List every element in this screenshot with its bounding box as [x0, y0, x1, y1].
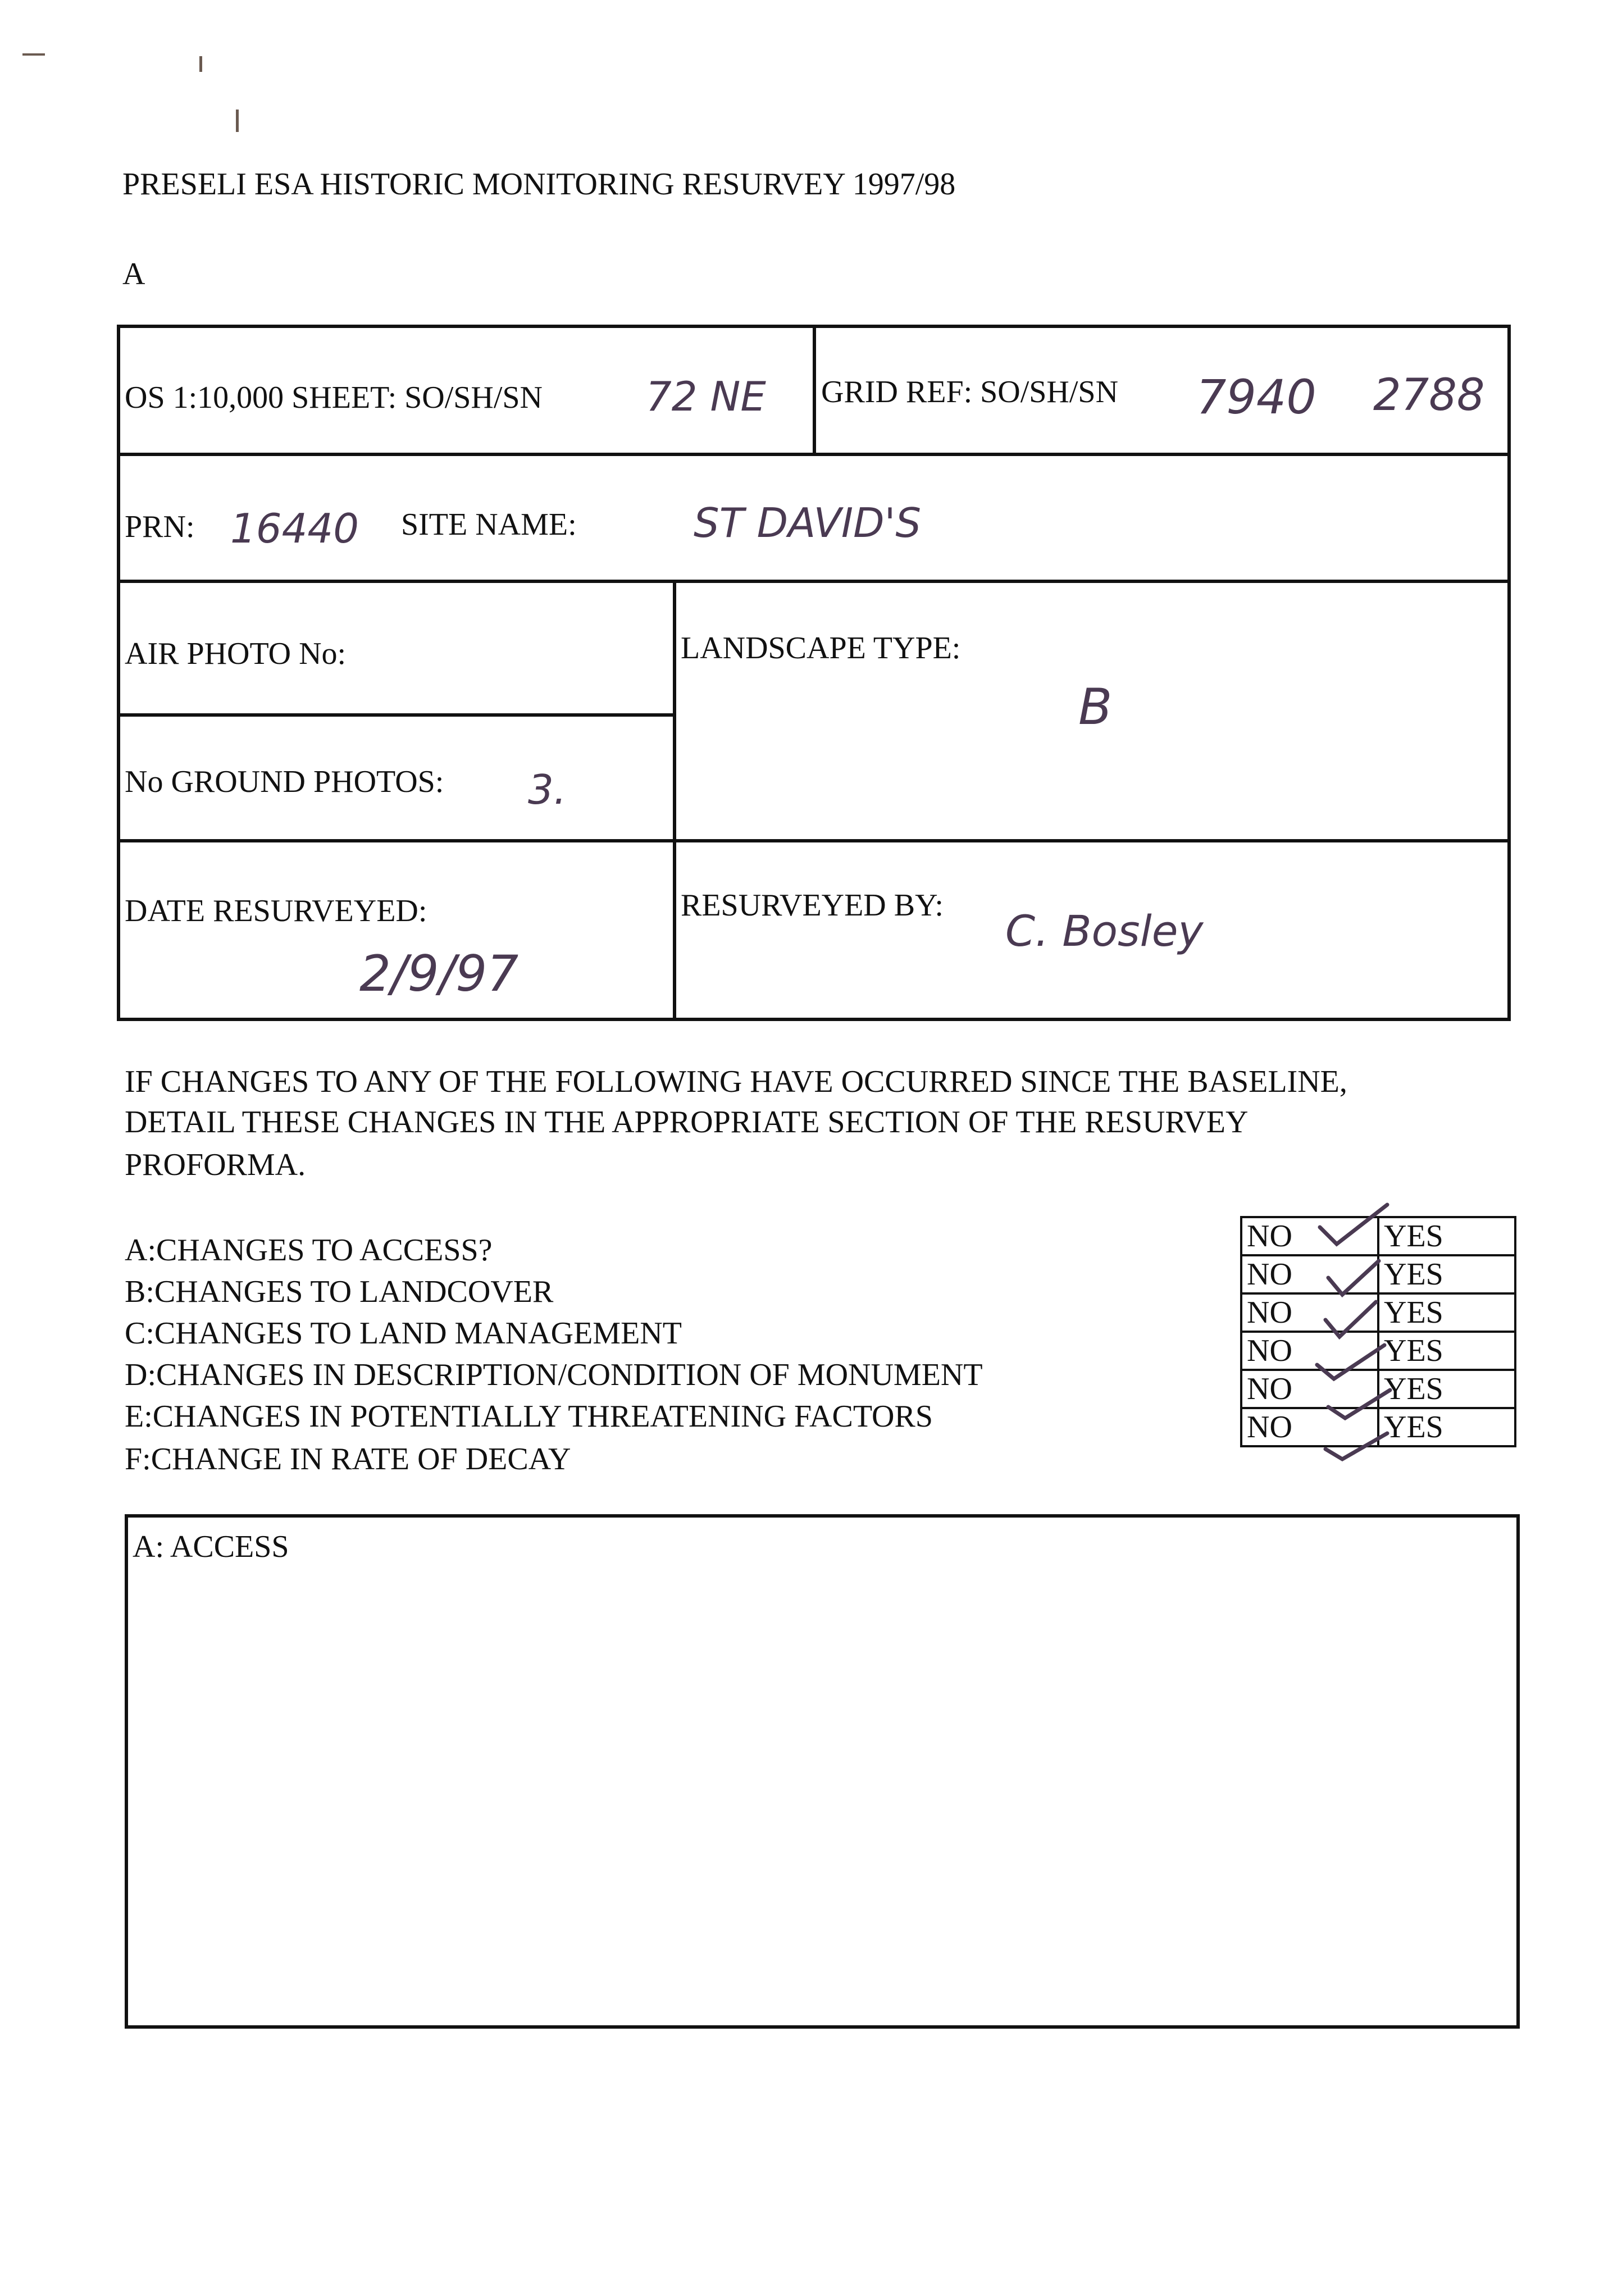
yes-cell[interactable]: YES: [1378, 1332, 1515, 1370]
site-name-label: SITE NAME:: [401, 507, 577, 542]
checklist-item-rate-of-decay: F:CHANGE IN RATE OF DECAY: [125, 1442, 571, 1477]
checklist-item-access: A:CHANGES TO ACCESS?: [125, 1233, 493, 1268]
landscape-type-value: B: [1078, 678, 1113, 736]
instruction-line: IF CHANGES TO ANY OF THE FOLLOWING HAVE OCCURRED SINCE THE BASELINE,: [125, 1064, 1347, 1099]
checkmark-icon: [1320, 1427, 1393, 1466]
prn-label: PRN:: [125, 509, 195, 544]
access-notes-box[interactable]: [125, 1514, 1520, 2029]
grid-ref-value-2: 2788: [1373, 370, 1485, 421]
no-cell[interactable]: NO: [1241, 1293, 1378, 1332]
grid-ref-value-1: 7940: [1196, 370, 1316, 425]
checkmark-icon: [1323, 1255, 1390, 1300]
air-photo-label: AIR PHOTO No:: [125, 636, 347, 671]
divider: [673, 580, 676, 1021]
os-sheet-label: OS 1:10,000 SHEET: SO/SH/SN: [125, 380, 543, 415]
prn-value: 16440: [230, 505, 359, 552]
divider: [117, 580, 1511, 583]
checklist-item-land-management: C:CHANGES TO LAND MANAGEMENT: [125, 1316, 682, 1351]
yes-cell[interactable]: YES: [1378, 1255, 1515, 1293]
section-letter: A: [122, 257, 145, 291]
yes-cell[interactable]: YES: [1378, 1293, 1515, 1332]
landscape-type-label: LANDSCAPE TYPE:: [681, 631, 961, 666]
scan-mark: [199, 56, 202, 72]
no-cell[interactable]: NO: [1241, 1255, 1378, 1293]
no-cell[interactable]: NO: [1241, 1217, 1378, 1255]
scan-mark: [236, 110, 239, 132]
checkmark-icon: [1314, 1199, 1393, 1250]
grid-ref-label: GRID REF: SO/SH/SN: [821, 375, 1119, 409]
document-title: PRESELI ESA HISTORIC MONITORING RESURVEY 1997/98: [122, 167, 956, 202]
ground-photos-label: No GROUND PHOTOS:: [125, 764, 444, 799]
no-cell[interactable]: NO: [1241, 1332, 1378, 1370]
checklist-item-monument-condition: D:CHANGES IN DESCRIPTION/CONDITION OF MONUMENT: [125, 1357, 983, 1392]
checklist-item-threatening-factors: E:CHANGES IN POTENTIALLY THREATENING FACTORS: [125, 1399, 933, 1434]
checkmark-icon: [1323, 1384, 1396, 1429]
scan-mark: [22, 53, 45, 56]
ground-photos-value: 3.: [528, 766, 567, 813]
site-name-value: ST DAVID'S: [694, 499, 922, 546]
checkmark-icon: [1311, 1340, 1390, 1384]
divider: [117, 839, 1511, 842]
resurveyed-by-value: C. Bosley: [1005, 906, 1204, 956]
date-resurveyed-label: DATE RESURVEYED:: [125, 894, 427, 928]
resurveyed-by-label: RESURVEYED BY:: [681, 888, 944, 923]
yes-cell[interactable]: YES: [1378, 1370, 1515, 1408]
yes-cell[interactable]: YES: [1378, 1217, 1515, 1255]
access-box-label: A: ACCESS: [133, 1529, 289, 1564]
instruction-line: DETAIL THESE CHANGES IN THE APPROPRIATE SECTION OF THE RESURVEY: [125, 1105, 1249, 1140]
checklist-item-landcover: B:CHANGES TO LANDCOVER: [125, 1274, 554, 1309]
no-cell[interactable]: NO: [1241, 1408, 1378, 1446]
os-sheet-value: 72 NE: [646, 373, 766, 420]
instruction-line: PROFORMA.: [125, 1147, 306, 1182]
checkmark-icon: [1320, 1297, 1387, 1342]
no-cell[interactable]: NO: [1241, 1370, 1378, 1408]
divider: [117, 713, 675, 717]
yes-cell[interactable]: YES: [1378, 1408, 1515, 1446]
divider: [813, 325, 816, 454]
date-resurveyed-value: 2/9/97: [359, 945, 519, 1003]
